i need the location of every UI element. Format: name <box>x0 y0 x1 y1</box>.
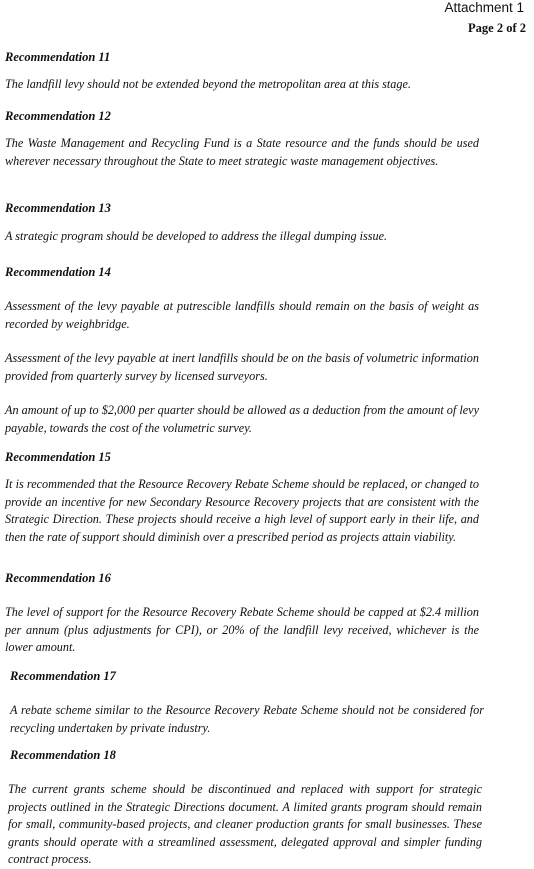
recommendation-16-text: The level of support for the Resource Recovery Rebate Scheme should be capped at $2.4 million per annum (plus adjustments for CPI), or 20% of the landfill levy received, whichever is the lower amount. <box>5 605 479 654</box>
page-number: Page 2 of 2 <box>468 21 526 35</box>
recommendation-14-text-3: An amount of up to $2,000 per quarter should be allowed as a deduction from the amount of levy payable, towards the cost of the volumetric survey. <box>5 403 479 435</box>
recommendation-16-heading: Recommendation 16 <box>5 571 111 585</box>
recommendation-13-text: A strategic program should be developed to address the illegal dumping issue. <box>5 229 388 243</box>
recommendation-18-heading: Recommendation 18 <box>10 748 116 762</box>
recommendation-15-heading: Recommendation 15 <box>5 450 111 464</box>
recommendation-15-text: It is recommended that the Resource Recovery Rebate Scheme should be replaced, or changed to provide an incentive for new Secondary Resource Recovery projects that are consistent with the Strategic Direction. These projects should receive a high level of support early in their life, and then the rate of support should diminish over a prescribed period as projects attain viability. <box>5 477 479 544</box>
recommendation-14-text-2: Assessment of the levy payable at inert landfills should be on the basis of volumetric information provided from quarterly survey by licensed surveyors. <box>5 351 479 383</box>
recommendation-11-text: The landfill levy should not be extended beyond the metropolitan area at this stage. <box>5 77 411 91</box>
recommendation-12-heading: Recommendation 12 <box>5 109 111 123</box>
recommendation-17-text: A rebate scheme similar to the Resource Recovery Rebate Scheme should not be considered for recycling undertaken by private industry. <box>10 703 484 735</box>
recommendation-13-heading: Recommendation 13 <box>5 201 111 215</box>
recommendation-17-heading: Recommendation 17 <box>10 669 116 683</box>
recommendation-12-text: The Waste Management and Recycling Fund is a State resource and the funds should be used wherever necessary throughout the State to meet strategic waste management objectives. <box>5 136 479 168</box>
recommendation-14-text-1: Assessment of the levy payable at putrescible landfills should remain on the basis of weight as recorded by weighbridge. <box>5 299 479 331</box>
attachment-label: Attachment 1 <box>444 0 524 15</box>
recommendation-11-heading: Recommendation 11 <box>5 50 111 64</box>
recommendation-14-heading: Recommendation 14 <box>5 265 111 279</box>
recommendation-18-text: The current grants scheme should be discontinued and replaced with support for strategic projects outlined in the Strategic Directions document. A limited grants program should remain for small, community-based projects, and cleaner production grants for small businesses. These grants should operate with a streamlined assessment, delegated approval and simpler funding contract process. <box>8 782 482 866</box>
